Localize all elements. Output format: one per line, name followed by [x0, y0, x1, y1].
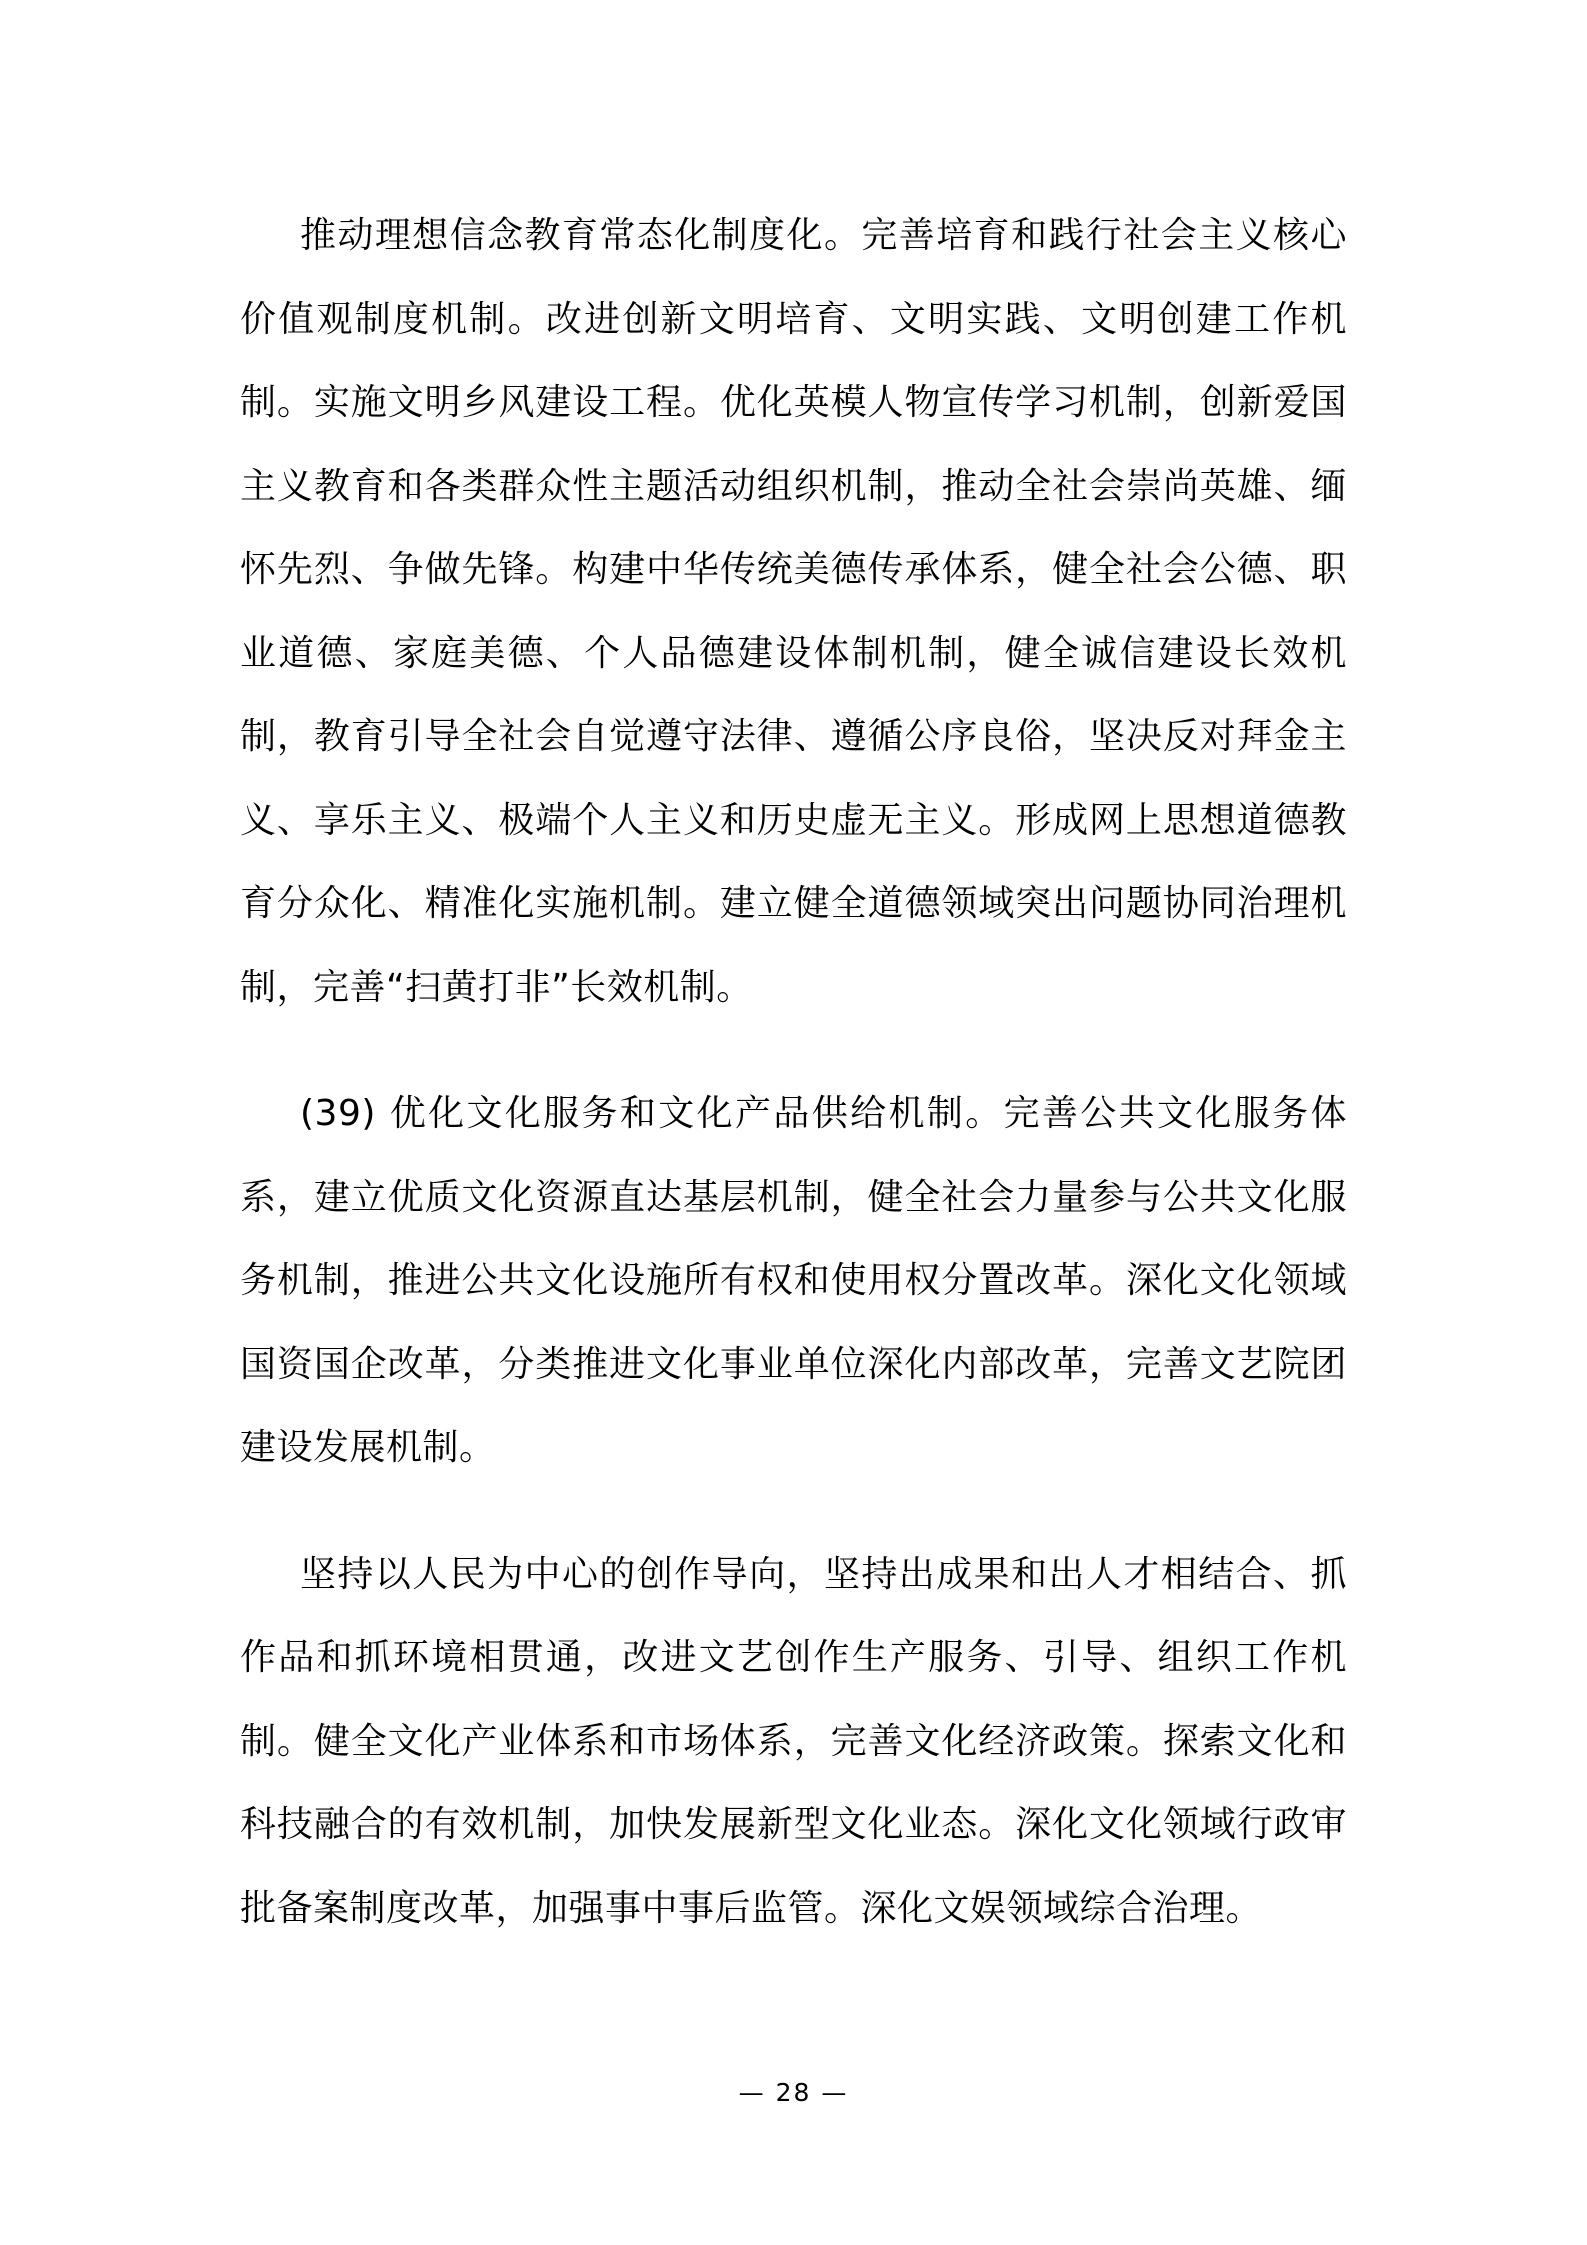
paragraph-people-centered-creation: 坚持以人民为中心的创作导向，坚持出成果和出人才相结合、抓作品和抓环境相贯通，改进文艺创作生产服务、引导、组织工作机制。健全文化产业体系和市场体系，完善文化经济政策。探索文化和科技融合的有效机制，加快发展新型文化业态。深化文化领域行政审批备案制度改革，加强事中事后监管。深化文娱领域综合治理。 [240, 1553, 1347, 1929]
paragraph-ideals-education: 推动理想信念教育常态化制度化。完善培育和践行社会主义核心价值观制度机制。改进创新文明培育、文明实践、文明创建工作机制。实施文明乡风建设工程。优化英模人物宣传学习机制，创新爱国主义教育和各类群众性主题活动组织机制，推动全社会崇尚英雄、缅怀先烈、争做先锋。构建中华传统美德传承体系，健全社会公德、职业道德、家庭美德、个人品德建设体制机制，健全诚信建设长效机制，教育引导全社会自觉遵守法律、遵循公序良俗，坚决反对拜金主义、享乐主义、极端个人主义和历史虚无主义。形成网上思想道德教育分众化、精准化实施机制。建立健全道德领域突出问题协同治理机制，完善“扫黄打非”长效机制。 [240, 215, 1347, 1008]
page-number: — 28 — [738, 2078, 849, 2107]
text-block [240, 194, 1347, 1993]
paragraph-item-39-culture-services: (39) 优化文化服务和文化产品供给机制。完善公共文化服务体系，建立优质文化资源直达基层机制，健全社会力量参与公共文化服务机制，推进公共文化设施所有权和使用权分置改革。深化文化领域国资国企改革，分类推进文化事业单位深化内部改革，完善文艺院团建设发展机制。 [240, 1093, 1347, 1468]
